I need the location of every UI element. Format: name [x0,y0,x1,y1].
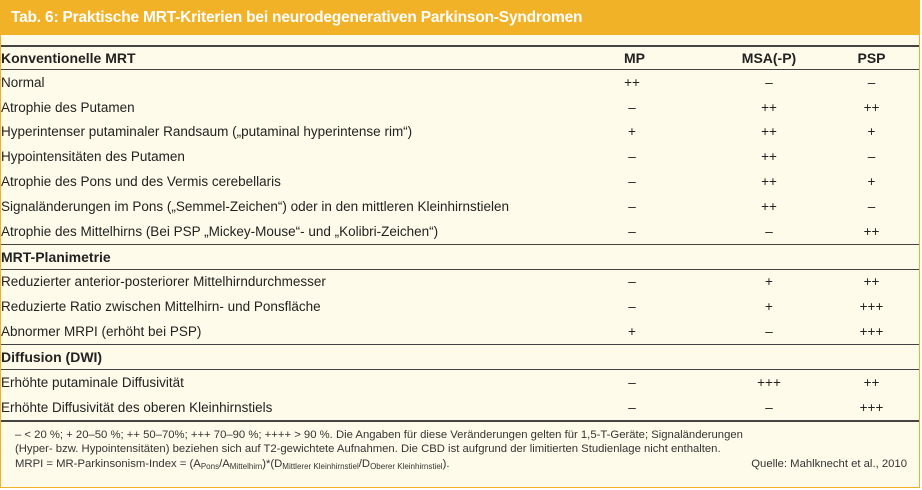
empty-cell [714,344,824,369]
footnote-legend: – < 20 %; + 20–50 %; ++ 50–70%; +++ 70–90 %; ++++ > 90 %. Die Angaben für diese Veränderungen gelten für 1,5-T-Geräte; Signaländerungen [15,429,743,441]
table-row [1,194,919,219]
msa-value: – [765,324,773,340]
criterion-label: Signaländerungen im Pons („Semmel-Zeichen“) oder in den mittleren Kleinhirnstielen [1,198,510,214]
table-row [1,169,919,194]
footnote [15,428,907,474]
section-heading: Konventionelle MRT [1,46,612,70]
column-header-msa: MSA(-P) [714,46,824,70]
psp-value: +++ [824,395,919,421]
msa-value: ++ [761,124,777,140]
psp-value: ++ [863,99,880,115]
psp-value: ++ [863,223,880,239]
section-heading: Diffusion (DWI) [1,344,612,369]
table-row [1,120,919,145]
psp-value: – [867,74,876,90]
mp-value: – [628,374,636,390]
criterion-label: Atrophie des Mittelhirns (Bei PSP „Mickey-Mouse“- und „Kolibri-Zeichen“) [1,223,439,239]
column-header-psp: PSP [824,46,919,70]
table-row [1,144,919,169]
mp-value: – [628,149,636,165]
empty-cell [824,344,919,369]
msa-value: +++ [757,374,781,390]
section-header-row [1,244,919,269]
section-heading: MRT-Planimetrie [1,244,612,269]
psp-value: ++ [863,374,880,390]
criterion-label: Atrophie des Pons und des Vermis cerebellaris [1,174,281,190]
mp-value: – [628,223,636,239]
empty-cell [824,244,919,269]
msa-value: – [714,395,824,421]
criterion-label: Normal [1,74,45,90]
msa-value: ++ [761,99,777,115]
criterion-label: Hypointensitäten des Putamen [1,149,185,165]
table-row [1,219,919,244]
source-citation: Quelle: Mahlknecht et al., 2010 [751,457,907,470]
msa-value: + [765,299,773,315]
msa-value: ++ [761,198,777,214]
criterion-label: Erhöhte putaminale Diffusivität [1,374,184,390]
mrt-criteria-table [1,45,919,422]
table-row [1,395,919,421]
mp-value: – [612,395,714,421]
mp-value: ++ [624,74,640,90]
table-row [1,269,919,294]
mp-value: + [628,324,636,340]
empty-cell [612,344,714,369]
section-header-row [1,46,919,70]
table-row [1,70,919,95]
table-row [1,319,919,344]
psp-value: +++ [859,299,884,315]
section-header-row [1,344,919,369]
psp-value: ++ [863,274,880,290]
psp-value: +++ [859,324,884,340]
psp-value: – [867,149,876,165]
msa-value: ++ [761,149,777,165]
table-row [1,95,919,120]
footnote-note: (Hyper- bzw. Hypointensitäten) beziehen sich auf T2-gewichtete Aufnahmen. Die CBD ist aufgrund der limitierten Studienlage nicht enthalten. [15,443,721,456]
empty-cell [714,244,824,269]
msa-value: – [765,223,773,239]
mp-value: – [628,198,636,214]
mp-value: – [628,274,636,290]
criterion-label: Hyperintenser putaminaler Randsaum („putaminal hyperintense rim“) [1,124,413,140]
psp-value: + [867,174,876,190]
empty-cell [612,244,714,269]
msa-value: ++ [761,174,777,190]
table-title: Tab. 6: Praktische MRT-Kriterien bei neurodegenerativen Parkinson-Syndromen [1,1,919,35]
criterion-label: Abnormer MRPI (erhöht bei PSP) [1,324,202,340]
mp-value: – [628,299,636,315]
msa-value: + [765,274,773,290]
column-header-mp: MP [612,46,714,70]
criterion-label: Reduzierte Ratio zwischen Mittelhirn- und Ponsfläche [1,299,321,315]
psp-value: + [867,124,876,140]
mp-value: – [628,174,636,190]
table-row [1,294,919,319]
criterion-label: Erhöhte Diffusivität des oberen Kleinhirnstiels [1,395,612,421]
psp-value: – [867,198,876,214]
mp-value: + [628,124,636,140]
mrpi-formula: MRPI = MR-Parkinsonism-Index = $(A_{Pons}/A_{Mittelhirn})*(D_{Mittlerer Kleinhirnstiel}/D_{Oberer Kleinhirnstiel})$. [15,457,450,471]
msa-value: – [765,74,773,90]
criterion-label: Reduzierter anterior-posteriorer Mittelhirndurchmesser [1,274,326,290]
criterion-label: Atrophie des Putamen [1,99,135,115]
mp-value: – [628,99,636,115]
table-row [1,369,919,394]
